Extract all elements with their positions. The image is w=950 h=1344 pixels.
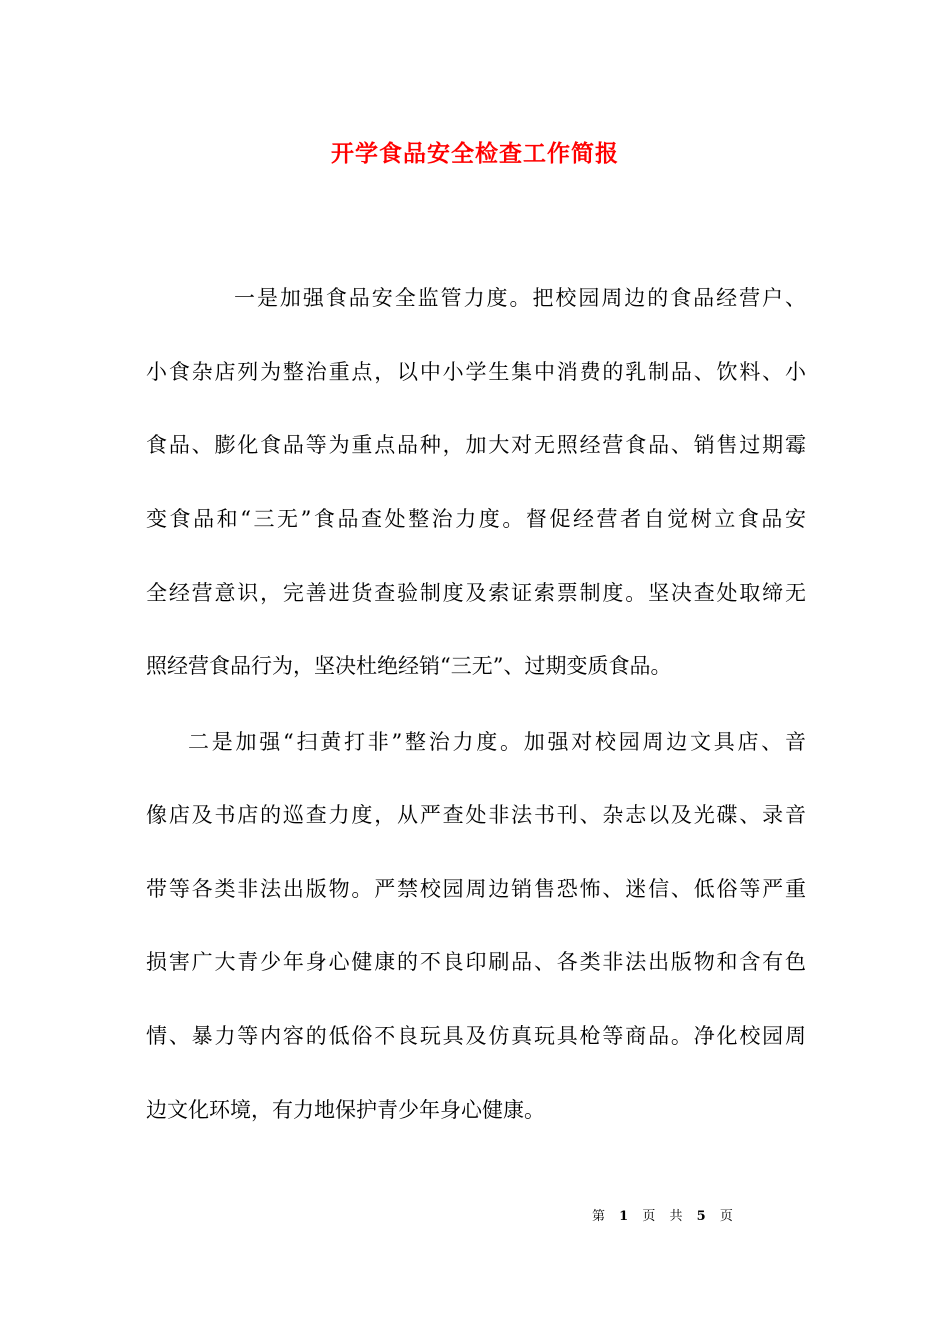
paragraph-1-line-1: 一是加强食品安全监管力度。把校园周边的食品经营户、 [234,286,806,310]
paragraph-1-line-6: 照经营食品行为，坚决杜绝经销“三无”、过期变质食品。 [146,654,672,678]
paragraph-2-line-4: 损害广大青少年身心健康的不良印刷品、各类非法出版物和含有色 [146,950,806,974]
paragraph-2-line-5: 情、暴力等内容的低俗不良玩具及仿真玩具枪等商品。净化校园周 [146,1024,806,1048]
paragraph-2-line-1: 二是加强“扫黄打非”整治力度。加强对校园周边文具店、音 [188,730,806,754]
paragraph-1-line-5: 全经营意识，完善进货查验制度及索证索票制度。坚决查处取缔无 [146,581,806,605]
footer-gong: 共 [669,1209,683,1224]
paragraph-2-line-3: 带等各类非法出版物。严禁校园周边销售恐怖、迷信、低俗等严重 [146,877,806,901]
footer-ye: 页 [642,1209,656,1224]
footer-page-number: 1 [619,1209,629,1224]
page-footer [592,1208,739,1226]
footer-ye-end: 页 [719,1209,733,1224]
footer-total-pages: 5 [696,1209,706,1224]
paragraph-2-line-6: 边文化环境，有力地保护青少年身心健康。 [146,1098,545,1122]
paragraph-2-line-2: 像店及书店的巡查力度，从严查处非法书刊、杂志以及光碟、录音 [146,803,806,827]
paragraph-1-line-4: 变食品和“三无”食品查处整治力度。督促经营者自觉树立食品安 [146,507,806,531]
footer-di: 第 [592,1209,606,1224]
paragraph-1-line-3: 食品、膨化食品等为重点品种，加大对无照经营食品、销售过期霉 [146,433,806,457]
document-title: 开学食品安全检查工作简报 [331,140,619,167]
paragraph-1-line-2: 小食杂店列为整治重点，以中小学生集中消费的乳制品、饮料、小 [146,360,806,384]
